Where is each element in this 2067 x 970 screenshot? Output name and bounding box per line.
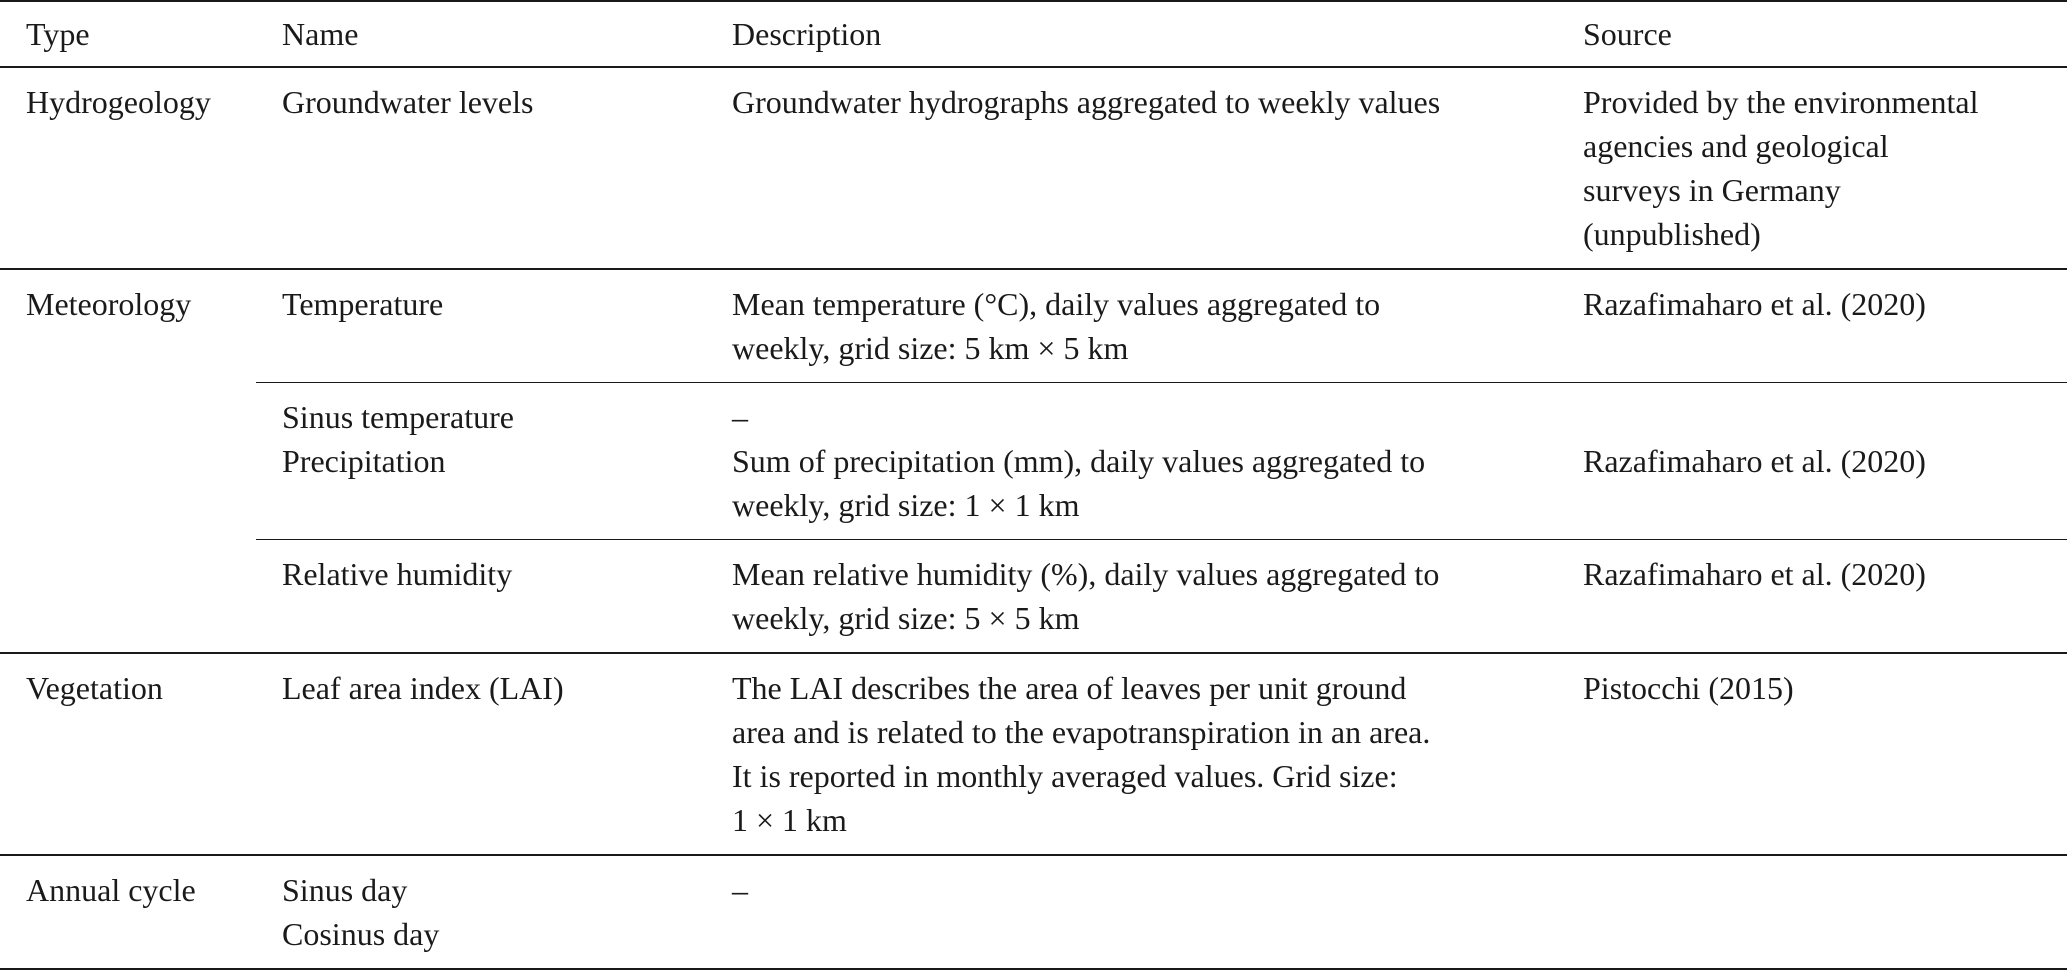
header-name: Name — [256, 1, 706, 67]
cell-source — [1557, 855, 2067, 969]
description-line: Groundwater hydrographs aggregated to weekly values — [732, 84, 1441, 120]
table-row — [0, 383, 2067, 540]
description-line: weekly, grid size: 5 × 5 km — [732, 600, 1080, 636]
description-line: The LAI describes the area of leaves per unit ground — [732, 670, 1407, 706]
name-line: Sinus day — [282, 872, 408, 908]
source-line: Razafimaharo et al. (2020) — [1583, 556, 1926, 592]
name-line: Cosinus day — [282, 916, 440, 952]
cell-source — [1557, 540, 2067, 654]
cell-description — [706, 653, 1557, 855]
table-row — [0, 653, 2067, 855]
description-line: 1 × 1 km — [732, 802, 847, 838]
header-source: Source — [1557, 1, 2067, 67]
source-line: agencies and geological — [1583, 128, 1889, 164]
header-type: Type — [0, 1, 256, 67]
table-row — [0, 269, 2067, 383]
cell-name — [256, 855, 706, 969]
description-line: – — [732, 399, 748, 435]
description-line: area and is related to the evapotranspiration in an area. — [732, 714, 1431, 750]
cell-description — [706, 269, 1557, 383]
cell-type: Annual cycle — [0, 855, 256, 969]
source-line: surveys in Germany — [1583, 172, 1841, 208]
cell-description — [706, 383, 1557, 540]
description-line: – — [732, 872, 748, 908]
description-line: Mean relative humidity (%), daily values aggregated to — [732, 556, 1440, 592]
source-line: Provided by the environmental — [1583, 84, 1979, 120]
cell-type: Meteorology — [0, 269, 256, 653]
cell-description — [706, 540, 1557, 654]
source-line — [1583, 395, 2059, 439]
cell-name — [256, 540, 706, 654]
description-line: Sum of precipitation (mm), daily values aggregated to — [732, 443, 1426, 479]
name-line: Leaf area index (LAI) — [282, 670, 564, 706]
header-row — [0, 1, 2067, 67]
table-row — [0, 540, 2067, 654]
name-line: Groundwater levels — [282, 84, 534, 120]
table-row — [0, 855, 2067, 969]
cell-description — [706, 67, 1557, 269]
description-line: It is reported in monthly averaged values. Grid size: — [732, 758, 1398, 794]
name-line: Temperature — [282, 286, 444, 322]
cell-type: Hydrogeology — [0, 67, 256, 269]
table-row — [0, 67, 2067, 269]
name-line: Precipitation — [282, 443, 446, 479]
source-line: Pistocchi (2015) — [1583, 670, 1794, 706]
cell-source — [1557, 383, 2067, 540]
name-line: Sinus temperature — [282, 399, 514, 435]
cell-type: Vegetation — [0, 653, 256, 855]
source-line: Razafimaharo et al. (2020) — [1583, 443, 1926, 479]
cell-name — [256, 67, 706, 269]
cell-name — [256, 653, 706, 855]
description-line: weekly, grid size: 1 × 1 km — [732, 487, 1080, 523]
cell-source — [1557, 653, 2067, 855]
source-line: Razafimaharo et al. (2020) — [1583, 286, 1926, 322]
description-line: weekly, grid size: 5 km × 5 km — [732, 330, 1129, 366]
cell-name — [256, 269, 706, 383]
source-line: (unpublished) — [1583, 216, 1761, 252]
cell-description — [706, 855, 1557, 969]
cell-name — [256, 383, 706, 540]
cell-source — [1557, 269, 2067, 383]
description-line: Mean temperature (°C), daily values aggregated to — [732, 286, 1381, 322]
name-line: Relative humidity — [282, 556, 513, 592]
header-description: Description — [706, 1, 1557, 67]
cell-source — [1557, 67, 2067, 269]
